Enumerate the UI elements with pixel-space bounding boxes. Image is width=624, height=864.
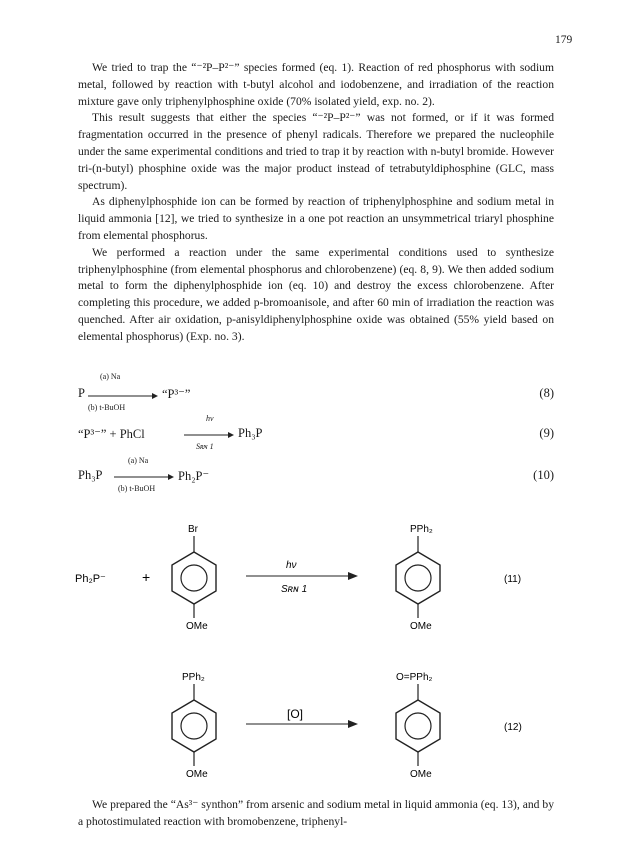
benzene-ring-icon (172, 552, 216, 604)
benzene-ring-icon (396, 700, 440, 752)
arrow-head-icon (348, 572, 358, 580)
eq10-number: (10) (533, 468, 554, 482)
benzene-ring-icon (172, 700, 216, 752)
eq8-left: P (78, 386, 85, 400)
eq12-number: (12) (504, 722, 522, 733)
eq10-left: Ph₃P (78, 468, 103, 482)
eq11-substrate-bottom: OMe (186, 621, 208, 632)
eq11-above: hν (286, 560, 297, 571)
eq9-below: Sʀɴ 1 (196, 442, 214, 451)
paragraph: We prepared the “As³⁻ synthon” from arsenic and sodium metal in liquid ammonia (eq. 13), and by a photostimulated reaction with bromobenzene, triphenyl- (78, 798, 554, 828)
eq8-number: (8) (539, 386, 554, 400)
eq11-plus: + (142, 569, 151, 585)
eq9-above: hν (206, 414, 214, 423)
paragraph: We performed a reaction under the same experimental conditions used to synthesize triphenylphosphine (from elemental phosphorus and chlorobenzene) (eq. 8, 9). We then added sodium metal to form the diphenylphosphide ion (eq. 10) and destroy the excess chlorobenzene. After completing this procedure, we added p-bromoanisole, and after 60 min of irradiation the reaction was quenched. After air oxidation, p-anisyldiphenylphosphine oxide was obtained (55% yield based on elemental phosphorus) (Exp. no. 3). (78, 245, 554, 343)
eq12-substrate-bottom: OMe (186, 769, 208, 780)
eq8-right: “P³⁻” (162, 387, 191, 401)
paragraph: As diphenylphosphide ion can be formed by reaction of triphenylphosphine and sodium metal in liquid ammonia [12], we tried to synthesize in a one pot reaction an unsymmetrical triaryl phosphine from elemental phosphorus. (78, 195, 554, 242)
eq10-above: (a) Na (128, 456, 149, 465)
bottom-text (78, 797, 554, 831)
eq11-number: (11) (504, 574, 522, 585)
page-number: 179 (555, 34, 573, 46)
eq11-substrate-top: Br (188, 524, 198, 535)
arrow-head-icon (348, 720, 358, 728)
eq12-substrate-top: PPh₂ (182, 672, 205, 683)
benzene-ring-icon (396, 552, 440, 604)
paragraph: This result suggests that either the species “⁻²P–P²⁻” was not formed, or if it was formed fragmentation occurred in the presence of phenyl radicals. Therefore we prepared the nucleophile under the same experimental conditions and tried to trap it by reaction with n-butyl bromide. However tri-(n-butyl) phosphine oxide was the major product instead of tetrabutyldiphosphine (GLC, mass spectrum). (78, 111, 554, 192)
paragraph: We tried to trap the “⁻²P–P²⁻” species formed (eq. 1). Reaction of red phosphorus with sodium metal, followed by reaction with t-butyl alcohol and iodobenzene, and irradiation of the reaction mixture gave only triphenylphosphine oxide (70% isolated yield, exp. no. 2). (78, 61, 554, 108)
eq12-product-top: O=PPh₂ (396, 672, 433, 683)
equation-12 (172, 672, 522, 780)
eq11-below: Sʀɴ 1 (281, 584, 308, 595)
equation-11 (75, 524, 521, 632)
eq9-right: Ph₃P (238, 426, 263, 440)
eq9-number: (9) (539, 426, 554, 440)
eq10-below: (b) t-BuOH (118, 484, 156, 493)
eq11-product-top: PPh₂ (410, 524, 433, 535)
eq8-below: (b) t-BuOH (88, 403, 126, 412)
eq12-product-bottom: OMe (410, 769, 432, 780)
eq12-above: [O] (287, 707, 304, 721)
eq11-reagent: Ph₂P⁻ (75, 573, 106, 585)
eq10-right: Ph₂P⁻ (178, 469, 210, 483)
eq8-above: (a) Na (100, 372, 121, 381)
eq9-left: “P³⁻” + PhCl (78, 427, 145, 441)
eq11-product-bottom: OMe (410, 621, 432, 632)
